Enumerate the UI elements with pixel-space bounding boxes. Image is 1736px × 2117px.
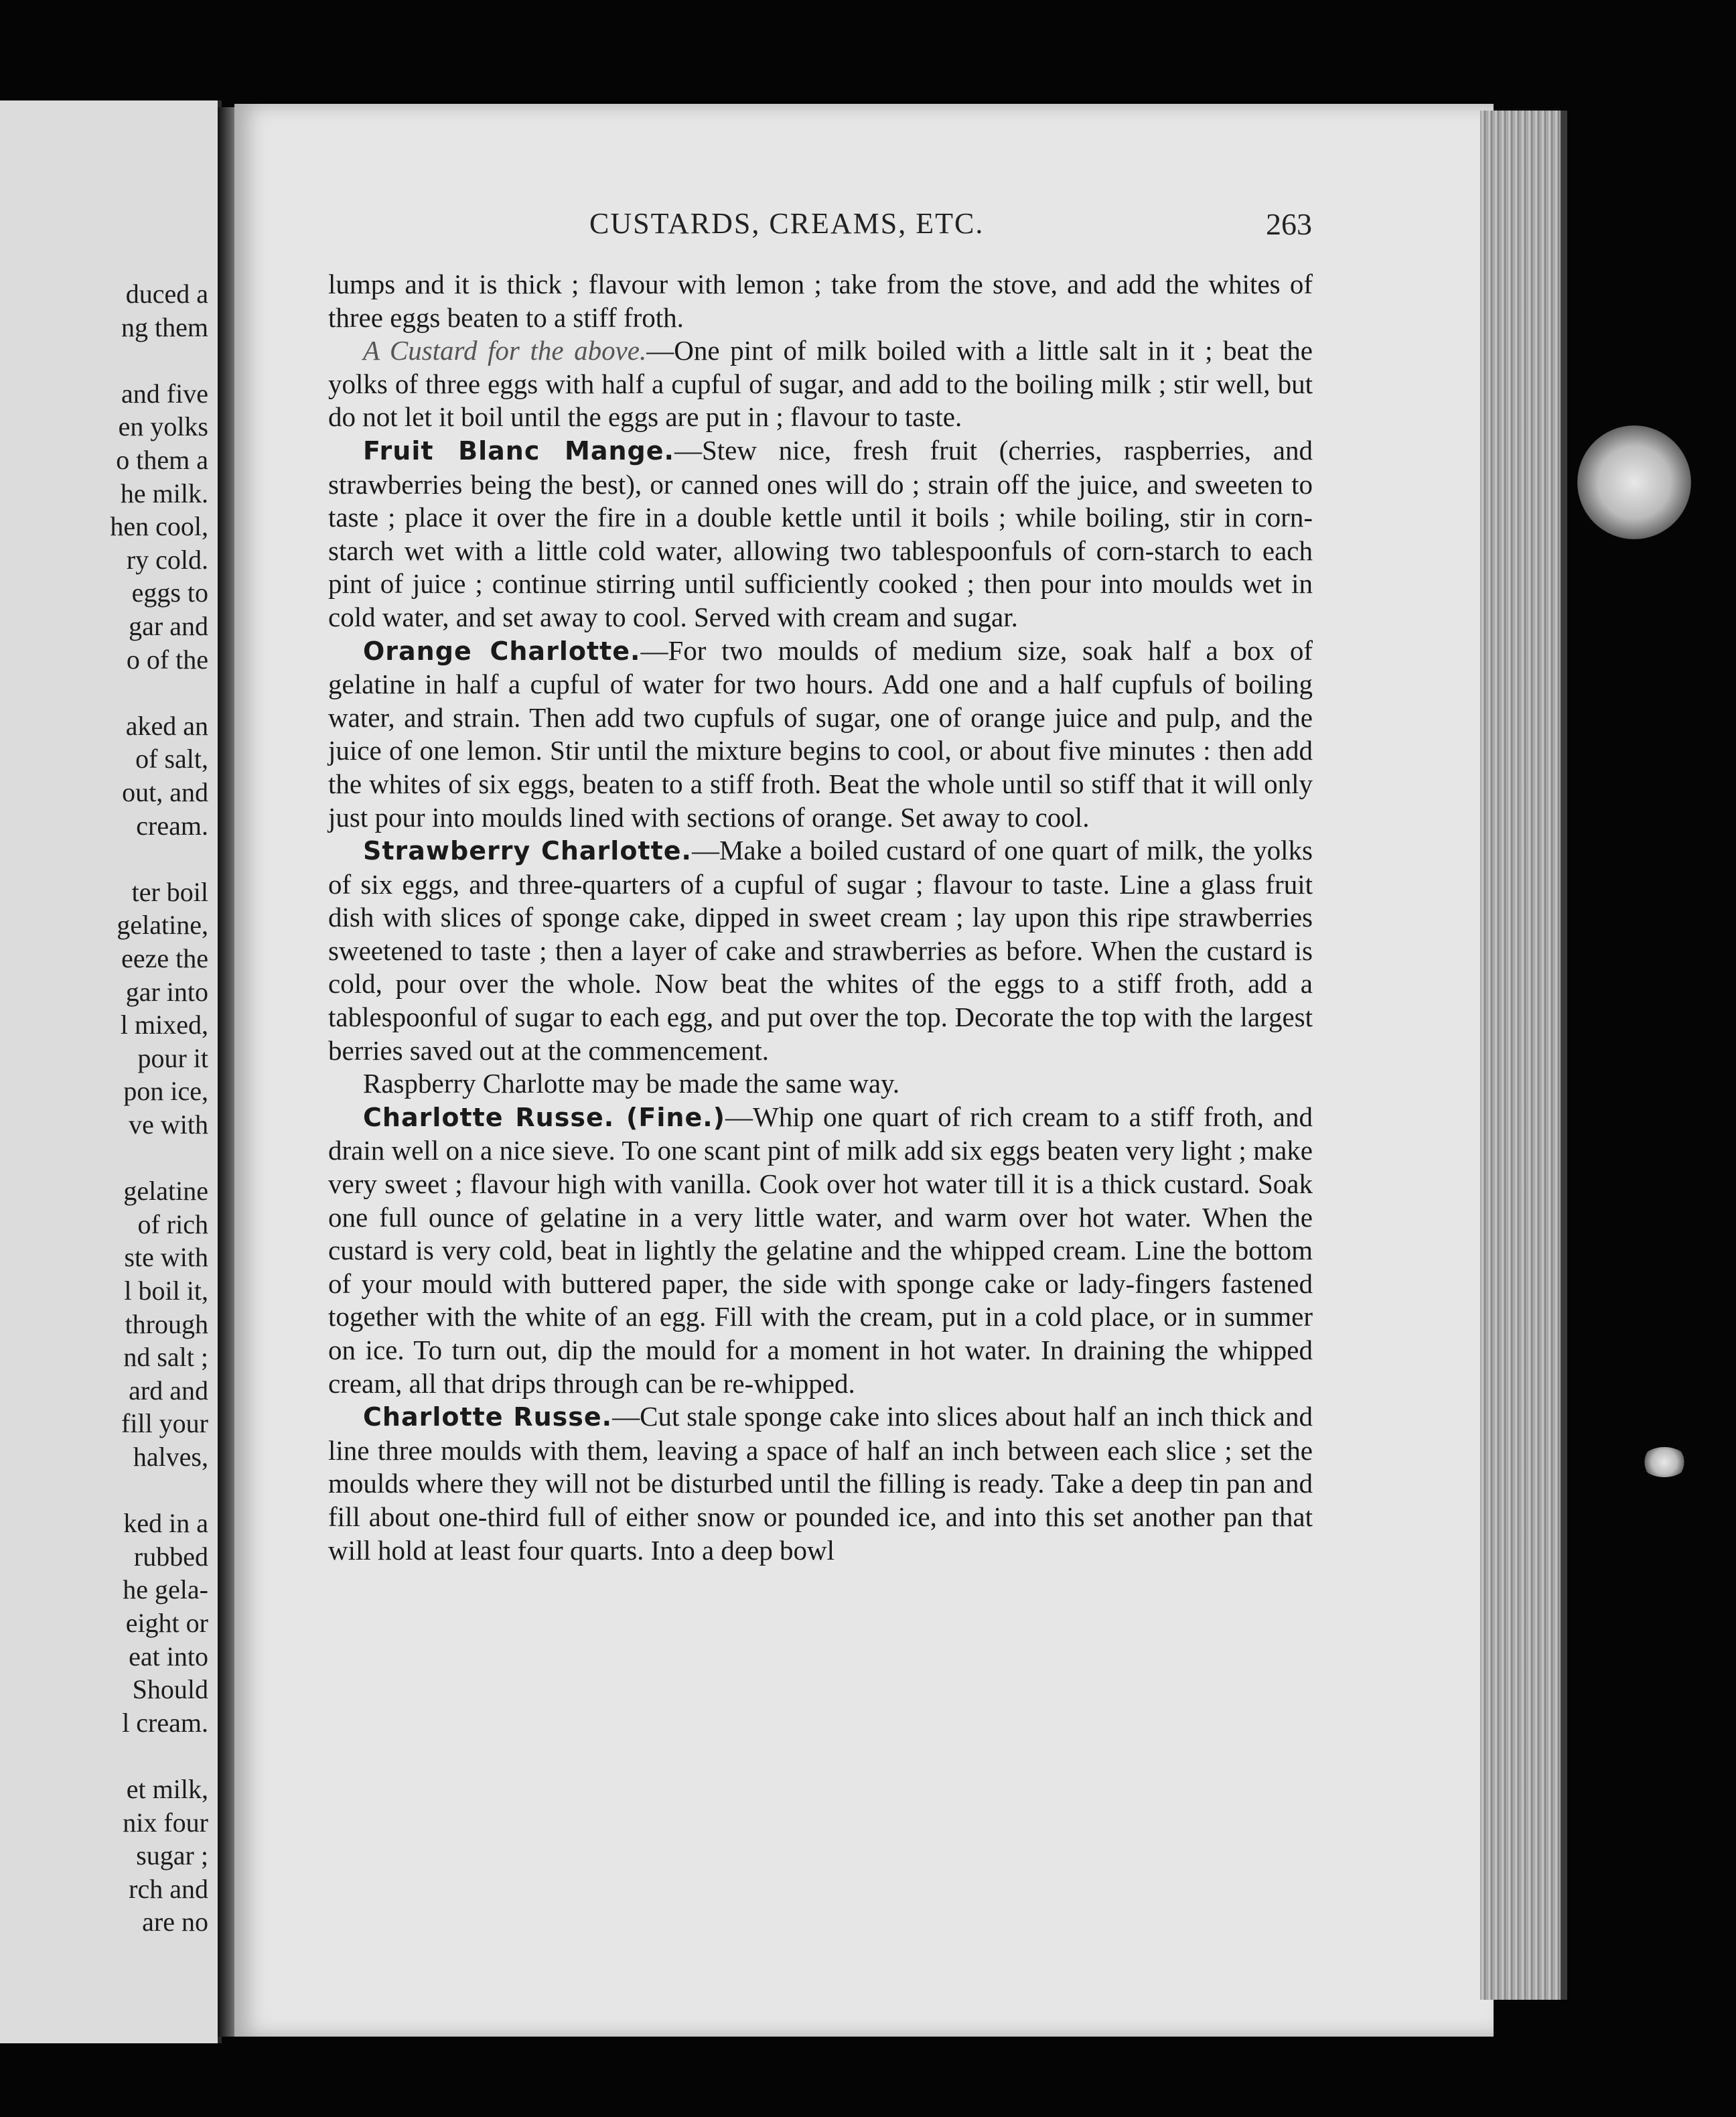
paragraph-text: Raspberry Charlotte may be made the same way. <box>363 1068 900 1099</box>
recipe-paragraph <box>328 1101 1313 1400</box>
left-page-line: and five <box>121 378 208 409</box>
left-page-line: l mixed, <box>120 1010 208 1040</box>
left-page-line: he milk. <box>120 478 208 508</box>
recipe-paragraph <box>328 334 1313 434</box>
paragraph-text: —Whip one quart of rich cream to a stiff froth, and drain well on a nice sieve. To one scant pint of milk add six eggs beaten very light ; make very sweet ; flavour high with vanilla. Cook over hot water till it is a thick custard. Soak one full ounce of gelatine in a very little water, and warm over hot water. When the custard is very cold, beat in lightly the gelatine and the whipped cream. Line the bottom of your mould with buttered paper, the side with sponge cake or lady-fingers fastened together with the white of an egg. Fill with the cream, put in a cold place, or in summer on ice. To turn out, dip the mould for a moment in hot water. In draining the whipped cream, all that drips through can be re-whipped. <box>328 1101 1313 1399</box>
left-page-line: ard and <box>129 1375 208 1406</box>
paragraph-text: lumps and it is thick ; flavour with lemon ; take from the stove, and add the whites of three eggs beaten to a stiff froth. <box>328 269 1313 333</box>
recipe-paragraph <box>328 634 1313 835</box>
recipe-paragraph <box>328 1067 1313 1101</box>
left-page-line: et milk, <box>126 1774 208 1804</box>
left-page-line: eeze the <box>121 943 208 973</box>
left-page-line: Should <box>132 1674 208 1705</box>
paper-blemish <box>1577 425 1691 539</box>
left-page-line: o them a <box>116 445 208 475</box>
left-page-line: halves, <box>133 1442 208 1472</box>
running-head: CUSTARDS, CREAMS, ETC. <box>589 207 985 240</box>
left-page-line: of rich <box>137 1209 208 1239</box>
recipe-title: Orange Charlotte. <box>363 636 641 666</box>
paper-blemish <box>1641 1447 1688 1477</box>
left-page-line: o of the <box>126 644 208 675</box>
left-page-line: gar into <box>125 976 208 1007</box>
body-text <box>328 268 1313 1567</box>
left-page-line: ve with <box>129 1109 208 1140</box>
recipe-paragraph <box>328 268 1313 334</box>
recipe-title: Charlotte Russe. <box>363 1402 613 1432</box>
left-page-line: ng them <box>121 312 208 342</box>
left-page-line: nix four <box>123 1807 208 1838</box>
left-page-line: ked in a <box>123 1508 208 1539</box>
recipe-paragraph <box>328 834 1313 1067</box>
left-page-line: are no <box>142 1907 208 1937</box>
left-page-line: ry cold. <box>126 544 208 575</box>
left-page-line: duced a <box>125 279 208 309</box>
recipe-paragraph <box>328 1400 1313 1567</box>
page-number: 263 <box>1266 207 1312 241</box>
recipe-title: Strawberry Charlotte. <box>363 836 692 866</box>
left-page-line: through <box>125 1308 208 1339</box>
recipe-paragraph <box>328 434 1313 634</box>
left-page-line: gelatine, <box>117 910 208 941</box>
italic-subtitle: A Custard for the above. <box>363 335 647 366</box>
left-page-line: eight or <box>125 1608 208 1638</box>
left-page-line: pour it <box>137 1042 208 1073</box>
left-page-line: gar and <box>129 611 208 641</box>
page-edges <box>1480 111 1567 2000</box>
paragraph-text: —One pint of milk boiled with a little salt in it ; beat the yolks of three eggs with half a cupful of sugar, and add to the boiling milk ; stir well, but do not let it boil until the eggs are put in ; flavour to taste. <box>328 335 1313 433</box>
left-page-line: ste with <box>124 1242 208 1273</box>
left-page-line: he gela- <box>123 1574 208 1605</box>
left-page-line: fill your <box>121 1408 208 1439</box>
left-page-line: of salt, <box>135 744 208 774</box>
left-page-line: rubbed <box>133 1541 208 1572</box>
left-page-line: sugar ; <box>136 1840 208 1871</box>
left-page-line: pon ice, <box>123 1076 208 1107</box>
left-page-line: gelatine <box>123 1176 208 1207</box>
paragraph-text: —Cut stale sponge cake into slices about half an inch thick and line three moulds with them, leaving a space of half an inch between each slice ; set the moulds where they will not be disturbed until the filling is ready. Take a deep tin pan and fill about one-third full of either snow or pounded ice, and into this set another pan that will hold at least four quarts. Into a deep bowl <box>328 1401 1313 1566</box>
recipe-title: Charlotte Russe. (Fine.) <box>363 1102 726 1132</box>
left-page-line: l cream. <box>122 1707 208 1738</box>
paragraph-text: —Stew nice, fresh fruit (cherries, raspberries, and strawberries being the best), or canned ones will do ; strain off the juice, and sweeten to taste ; place it over the fire in a double kettle until it boils ; while boiling, stir in corn-starch wet with a little cold water, allowing two tablespoonfuls of corn-starch to each pint of juice ; continue stirring until sufficiently cooked ; then pour into moulds wet in cold water, and set away to cool. Served with cream and sugar. <box>328 434 1313 632</box>
left-page-line: nd salt ; <box>123 1342 208 1373</box>
left-page-line: rch and <box>129 1873 208 1904</box>
left-page-line: l boil it, <box>124 1276 208 1306</box>
recipe-title: Fruit Blanc Mange. <box>363 435 674 466</box>
left-page-line: eggs to <box>131 577 208 608</box>
left-page-line: cream. <box>136 810 208 841</box>
paragraph-text: —For two moulds of medium size, soak half a box of gelatine in half a cupful of water for two hours. Add one and a half cupfuls of boiling water, and strain. Then add two cupfuls of sugar, one of orange juice and pulp, and the juice of one lemon. Stir until the mixture begins to cool, or about five minutes : then add the whites of six eggs, beaten to a stiff froth. Beat the whole until so stiff that it will only just pour into moulds lined with sections of orange. Set away to cool. <box>328 634 1313 833</box>
left-page-line: aked an <box>125 710 208 741</box>
left-page-line: out, and <box>122 777 208 807</box>
left-page <box>0 100 222 2043</box>
paragraph-text: —Make a boiled custard of one quart of milk, the yolks of six eggs, and three-quarters of a cupful of sugar ; flavour to taste. Line a glass fruit dish with slices of sponge cake, dipped in sweet cream ; lay upon this ripe strawberries sweetened to taste ; then a layer of cake and strawberries as before. When the custard is cold, pour over the whole. Now beat the whites of the eggs to a stiff froth, add a tablespoonful of sugar to each egg, and put over the top. Decorate the top with the largest berries saved out at the commencement. <box>328 835 1313 1066</box>
left-page-line: ter boil <box>131 876 208 907</box>
left-page-line: en yolks <box>118 411 208 442</box>
left-page-line: eat into <box>129 1641 208 1671</box>
left-page-line: hen cool, <box>110 511 208 542</box>
